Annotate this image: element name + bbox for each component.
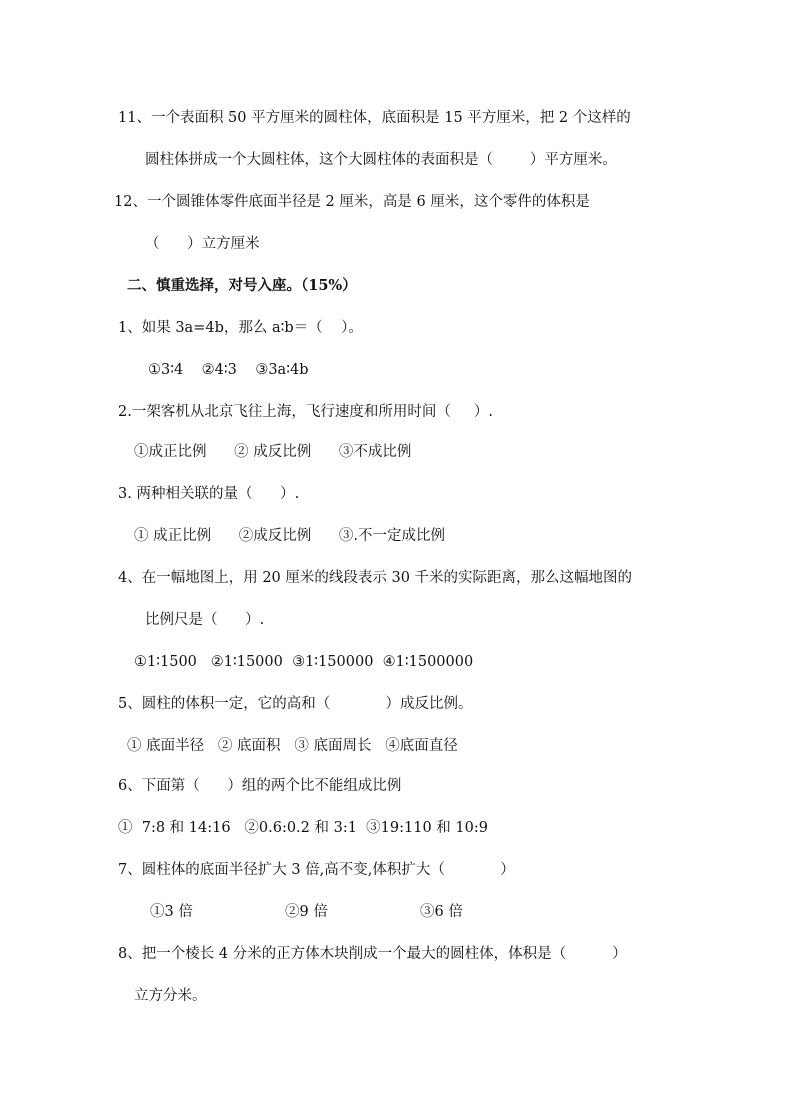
choice-4-question-line-2: 比例尺是（ ）. xyxy=(145,612,265,628)
choice-3-options: ① 成正比例 ②成反比例 ③.不一定成比例 xyxy=(134,528,446,544)
choice-6-question: 6、下面第（ ）组的两个比不能组成比例 xyxy=(118,778,402,794)
choice-1-options: ①3∶4 ②4∶3 ③3a∶4b xyxy=(148,362,309,378)
question-11-line-2: 圆柱体拼成一个大圆柱体，这个大圆柱体的表面积是（ ）平方厘米。 xyxy=(145,152,617,168)
choice-8-question-line-2: 立方分米。 xyxy=(134,988,207,1004)
choice-4-question-line-1: 4、在一幅地图上，用 20 厘米的线段表示 30 千米的实际距离，那么这幅地图的 xyxy=(118,570,633,586)
choice-5-question: 5、圆柱的体积一定，它的高和（ ）成反比例。 xyxy=(118,696,473,712)
choice-6-options: ① 7:8 和 14:16 ②0.6:0.2 和 3:1 ③19:110 和 10:9 xyxy=(118,820,488,836)
choice-3-question: 3. 两种相关联的量（ ）. xyxy=(118,486,300,502)
choice-7-question: 7、圆柱体的底面半径扩大 3 倍,高不变,体积扩大（ ） xyxy=(118,862,515,878)
question-12-line-1: 12、一个圆锥体零件底面半径是 2 厘米，高是 6 厘米，这个零件的体积是 xyxy=(114,194,590,210)
choice-4-options: ①1∶1500 ②1∶15000 ③1∶150000 ④1∶1500000 xyxy=(134,654,474,670)
section-two-heading: 二、慎重选择，对号入座。（15%） xyxy=(127,277,357,294)
choice-2-options: ①成正比例 ② 成反比例 ③不成比例 xyxy=(134,444,412,460)
choice-2-question: 2.一架客机从北京飞往上海，飞行速度和所用时间（ ）. xyxy=(118,404,493,420)
choice-1-question: 1、如果 3a=4b，那么 a∶b＝（ ）。 xyxy=(118,320,363,336)
question-11-line-1: 11、一个表面积 50 平方厘米的圆柱体，底面积是 15 平方厘米，把 2 个这样的 xyxy=(118,110,631,126)
question-12-line-2: （ ）立方厘米 xyxy=(145,236,260,252)
choice-8-question-line-1: 8、把一个棱长 4 分米的正方体木块削成一个最大的圆柱体，体积是（ ） xyxy=(118,946,627,962)
choice-7-options: ①3 倍 ②9 倍 ③6 倍 xyxy=(150,904,463,920)
choice-5-options: ① 底面半径 ② 底面积 ③ 底面周长 ④底面直径 xyxy=(127,738,458,754)
